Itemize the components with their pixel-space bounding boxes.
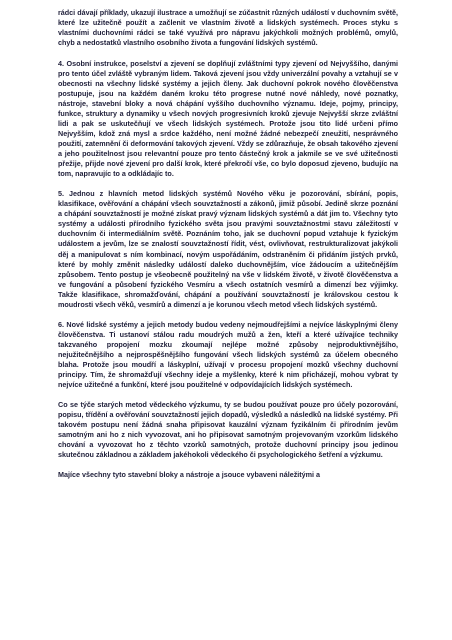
paragraph-intro: rádci dávají příklady, ukazují ilustrace a umožňují se zúčastnit různých událostí v duchovním světě, které lze užitečně použít a začlenit ve vlastním životě a lidských systémech. Proces styku s vlastními duchovními rádci se také využívá pro nápravu jakýchkoli možných problémů, omylů, chyb a nedostatků vlastního osobního života a fungování lidských systémů. [58, 8, 398, 48]
paragraph-point-5: 5. Jednou z hlavních metod lidských systémů Nového věku je pozorování, sbírání, popis, klasifikace, ověřování a chápání všech souvztažností a zákonů, jimiž působí. Jedině skrze poznání a chápání souvztažností je možné získat pravý význam lidských systémů a dát jim to. Všechny tyto systémy a události přírodního fyzického světa jsou pravými souvztažnostmi stavu záležitostí v duchovním či intermediálním světě. Poznáním toho, jak se duchovní popud vztahuje k fyzickým událostem a jevům, lze se znalostí souvztažností řídit, vést, ovlivňovat, restrukturalizovat jakýkoli děj a manipulovat s ním kombinací, novým uspořádáním, odstraněním či přidáním jistých prvků, které by mohly změnit následky událostí daleko duchovnějším, více žádoucím a užitečnějším způsobem. Tento postup je všeobecně použitelný na vše v lidském životě, v životě člověčenstva a ve fungování a působení fyzického Vesmíru a všech ostatních vesmírů a dimenzí bez výjimky. Takže klasifikace, shromažďování, chápání a používání souvztažností je královskou cestou k moudrosti všech věků, vesmírů a dimenzí a je korunou všech metod všech lidských systémů. [58, 189, 398, 309]
paragraph-point-4: 4. Osobní instrukce, poselství a zjevení se doplňují zvláštními typy zjevení od Nejvyššího, danými pro tento účel zvláště vybraným lidem. Taková zjevení jsou vždy univerzální povahy a vztahují se v obecnosti na všechny lidské systémy a jejich členy. Jak duchovní pokrok nového člověčenstva postupuje, jsou na každém daném kroku této progrese nutné nové náhledy, nové poznatky, nástroje, stavební bloky a nová chápání vyššího duchovního významu. Ideje, pojmy, principy, funkce, struktury a dynamiky u všech nových progresivních kroků zjevuje Nejvyšší skrze zvláštní lidi a pak se uskutečňují ve všech lidských systémech. Protože jsou tito lidé určeni přímo Nejvyšším, kdož zná mysl a srdce každého, není možné žádné nebezpečí zneužití, nesprávného použití, zatemnění či deformování takových zjevení. Vždy se zdůrazňuje, že obsah takového zjevení a jeho použitelnost jsou relevantní pouze pro tento částečný krok a jakmile se ve své užitečnosti přežije, přijde nové zjevení pro další krok, které překročí vše, co bylo doposud zjeveno, budujíc na tom, napravujíc to a odkládajíc to. [58, 58, 398, 179]
paragraph-closing-fragment: Majíce všechny tyto stavební bloky a nástroje a jsouce vybaveni náležitými a [58, 470, 321, 480]
paragraph-point-6: 6. Nové lidské systémy a jejich metody budou vedeny nejmoudřejšími a nejvíce láskyplnými členy člověčenstva. Ti ustanoví stálou radu moudrých mužů a žen, kteří a které užívajíce techniky takzvaného propojení mozku zkoumají nejlépe možné způsoby nejproduktivnějšího, nejužitečnějšího a nejprospěšnějšího fungování všech lidských systémů za účelem obecného blaha. Protože jsou moudří a láskyplní, užívají v procesu propojení mozků všechny duchovní principy. Tím, že shromažďují všechny ideje a myšlenky, které k nim přicházejí, mohou vybrat ty nejvíce užitečné a funkční, které jsou použitelné v odpovídajících lidských systémech. [58, 319, 398, 390]
paragraph-scientific-methods: Co se týče starých metod vědeckého výzkumu, ty se budou používat pouze pro účely pozorování, popisu, třídění a ověřování souvztažností jejich dopadů, výsledků a následků na lidské systémy. Při takovém postupu není žádná snaha připisovat kauzální význam fyzikálním či přírodním jevům samotným ani ho z nich vyvozovat, ani ho připisovat samotným projevovaným vzorkům lidského chování a vyvozovat ho z těchto vzorků samotných, protože duchovní principy jsou jedinou skutečnou základnou a základem jakéhokoli vědeckého či psychologického šetření a výzkumu. [58, 400, 398, 460]
document-page [58, 8, 398, 490]
